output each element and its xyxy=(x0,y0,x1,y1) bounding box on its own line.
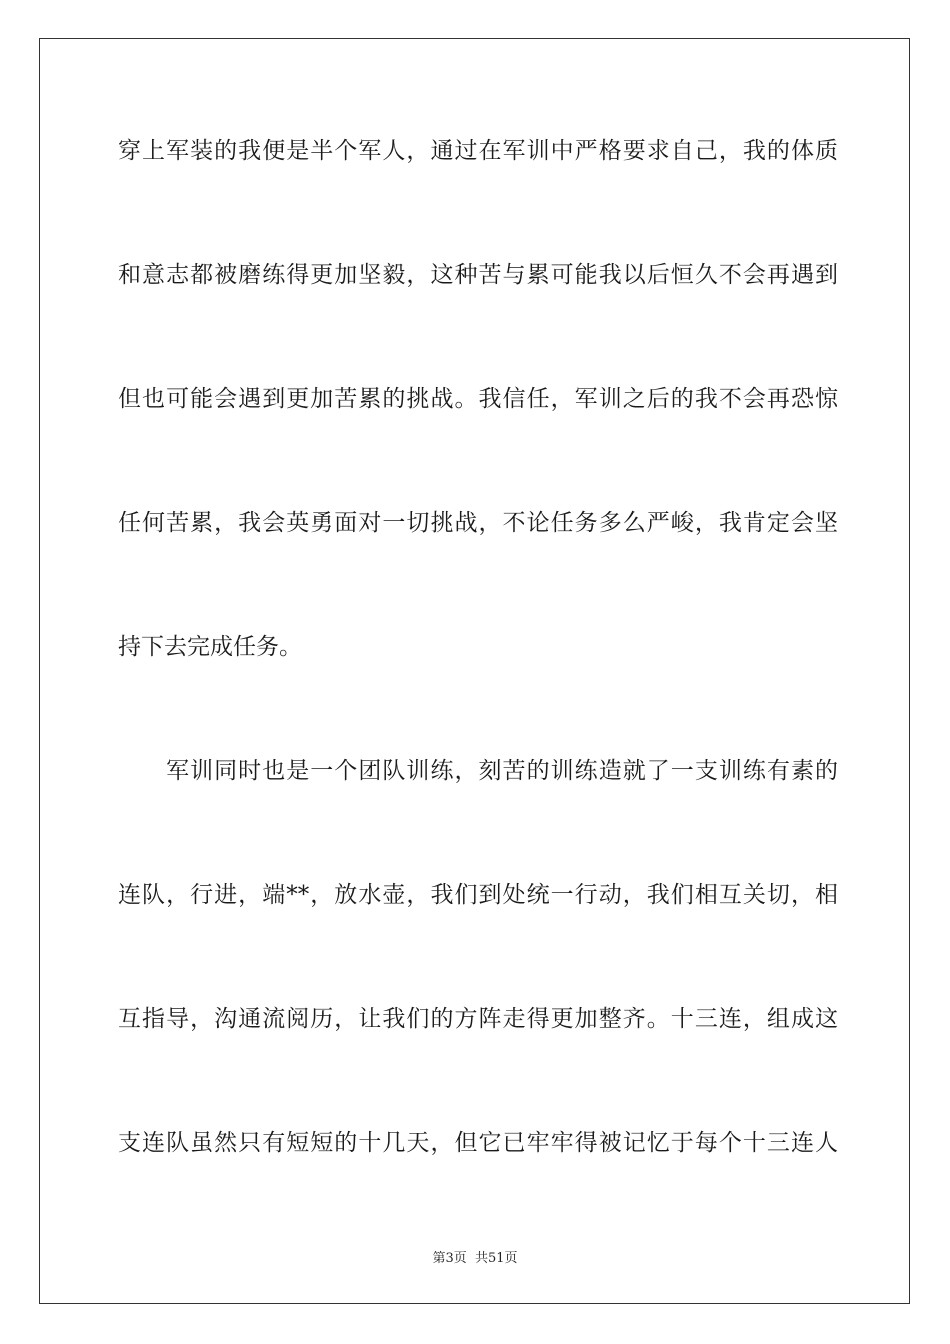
page-total: 共51页 xyxy=(474,1251,518,1266)
text-line: 持下去完成任务。 xyxy=(118,634,302,660)
text-line: 任何苦累，我会英勇面对一切挑战，不论任务多么严峻，我肯定会坚 xyxy=(118,510,838,536)
text-line: 支连队虽然只有短短的十几天，但它已牢牢得被记忆于每个十三连人 xyxy=(118,1130,838,1156)
page-footer xyxy=(0,1247,950,1266)
page-number: 第3页 xyxy=(432,1251,467,1266)
text-line: 连队，行进，端**，放水壶，我们到处统一行动，我们相互关切，相 xyxy=(118,882,838,908)
text-line: 军训同时也是一个团队训练，刻苦的训练造就了一支训练有素的 xyxy=(118,758,838,784)
text-line: 互指导，沟通流阅历，让我们的方阵走得更加整齐。十三连，组成这 xyxy=(118,1006,838,1032)
page-border xyxy=(39,38,910,1304)
text-line: 但也可能会遇到更加苦累的挑战。我信任，军训之后的我不会再恐惊 xyxy=(118,386,838,412)
text-line: 和意志都被磨练得更加坚毅，这种苦与累可能我以后恒久不会再遇到 xyxy=(118,262,838,288)
text-line: 穿上军装的我便是半个军人，通过在军训中严格要求自己，我的体质 xyxy=(118,138,838,164)
